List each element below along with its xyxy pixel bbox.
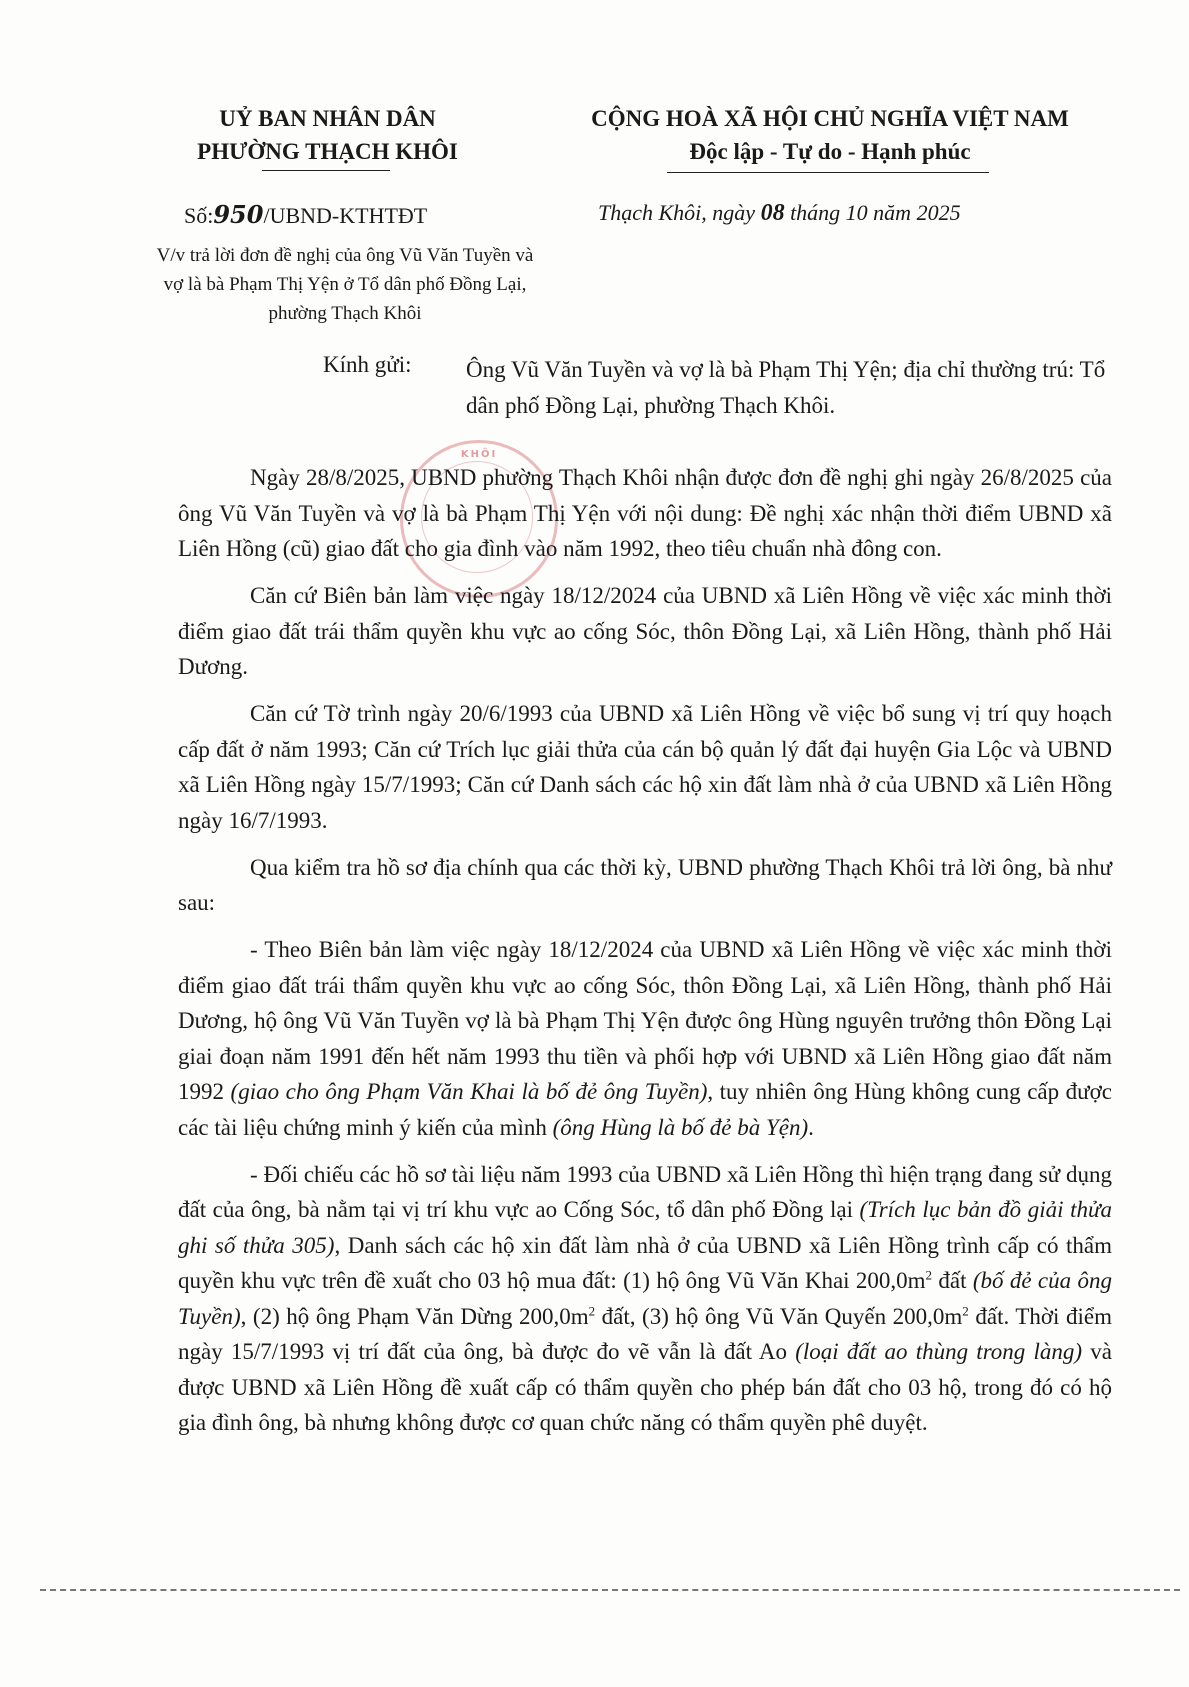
paragraph-6 bbox=[178, 1157, 1112, 1441]
paragraph-5 bbox=[178, 932, 1112, 1145]
p6-sup-3: 2 bbox=[962, 1302, 969, 1318]
issuer-line-1: UỶ BAN NHÂN DÂN bbox=[219, 106, 436, 131]
paragraph-1: Ngày 28/8/2025, UBND phường Thạch Khôi nhận được đơn đề nghị ghi ngày 26/8/2025 của ông Vũ Văn Tuyền và vợ là bà Phạm Thị Yện với nội dung: Đề nghị xác nhận thời điểm UBND xã Liên Hồng (cũ) giao đất cho gia đình vào năm 1992, theo tiêu chuẩn nhà đông con. bbox=[178, 465, 1112, 561]
recipient-text: Ông Vũ Văn Tuyền và vợ là bà Phạm Thị Yện; địa chỉ thường trú: Tổ dân phố Đồng Lại, phường Thạch Khôi. bbox=[466, 357, 1106, 418]
national-motto-block bbox=[560, 102, 1100, 168]
paragraph-4: Qua kiểm tra hồ sơ địa chính qua các thời kỳ, UBND phường Thạch Khôi trả lời ông, bà như sau: bbox=[178, 854, 1112, 915]
p6-sup-2: 2 bbox=[588, 1302, 596, 1318]
date-after-day: tháng 10 năm 2025 bbox=[784, 200, 961, 225]
p6-italic-1: (Trích lục bản đồ giải thửa ghi số thửa 305) bbox=[178, 1197, 1113, 1258]
p6-text-g: và được UBND xã Liên Hồng đề xuất cấp có thẩm quyền cho phép bán đất cho 03 hộ, trong đó có hộ gia đình ông, bà nhưng không được cơ quan chức năng có thẩm quyền phê duyệt. bbox=[178, 1339, 1112, 1435]
doc-number-suffix: /UBND-KTHTĐT bbox=[263, 203, 428, 228]
issuer-block bbox=[150, 102, 505, 168]
p6-text-d: , (2) hộ ông Phạm Văn Dừng 200,0m bbox=[240, 1303, 589, 1329]
seal-text: KHÔI bbox=[460, 449, 498, 460]
p5-text-c: . bbox=[808, 1114, 814, 1140]
p6-text-b: , Danh sách các hộ xin đất làm nhà ở của UBND xã Liên Hồng trình cấp có thẩm quyền khu vực trên đề xuất cho 03 hộ mua đất: (1) hộ ông Vũ Văn Khai 200,0m bbox=[178, 1232, 1112, 1293]
p6-italic-2: (bố đẻ của ông Tuyền) bbox=[178, 1268, 1112, 1329]
p6-text-c: đất bbox=[932, 1268, 973, 1293]
date-before-day: Thạch Khôi, ngày bbox=[598, 200, 761, 225]
p6-text-a: - Đối chiếu các hồ sơ tài liệu năm 1993 của UBND xã Liên Hồng thì hiện trạng đang sử dụng đất của ông, bà nằm tại vị trí khu vực ao Cống Sóc, tổ dân phố Đồng lại bbox=[178, 1161, 1112, 1222]
p5-text-a: - Theo Biên bản làm việc ngày 18/12/2024 của UBND xã Liên Hồng về việc xác minh thời điểm giao đất trái thẩm quyền khu vực ao cống Sóc, thôn Đồng Lại, xã Liên Hồng, thành phố Hải Dương, hộ ông Vũ Văn Tuyền vợ là bà Phạm Thị Yện được ông Hùng nguyên trưởng thôn Đồng Lại giai đoạn năm 1991 đến hết năm 1993 thu tiền và phối hợp với UBND xã Liên Hồng giao đất năm 1992 bbox=[178, 937, 1112, 1104]
scan-page-edge bbox=[40, 1589, 1180, 1591]
p6-italic-3: (loại đất ao thùng trong làng) bbox=[795, 1339, 1083, 1364]
doc-number-handwritten: 950 bbox=[213, 200, 264, 229]
subject-line: V/v trả lời đơn đề nghị của ông Vũ Văn Tuyền và vợ là bà Phạm Thị Yện ở Tổ dân phố Đồng Lại, phường Thạch Khôi bbox=[156, 245, 534, 324]
issuer-line-2: PHƯỜNG THẠCH KHÔI bbox=[197, 139, 458, 164]
recipient-label: Kính gửi: bbox=[323, 352, 412, 377]
nation-line-1: CỘNG HOÀ XÃ HỘI CHỦ NGHĨA VIỆT NAM bbox=[591, 106, 1069, 131]
p5-italic-2: (ông Hùng là bố đẻ bà Yện) bbox=[552, 1114, 809, 1140]
doc-number-prefix: Số: bbox=[184, 203, 214, 228]
paragraph-2: Căn cứ Biên bản làm việc ngày 18/12/2024 của UBND xã Liên Hồng về việc xác minh thời điểm giao đất trái thẩm quyền khu vực ao cống Sóc, thôn Đồng Lại, xã Liên Hồng, thành phố Hải Dương. bbox=[178, 583, 1112, 679]
p6-sup-1: 2 bbox=[925, 1267, 933, 1283]
paragraph-3: Căn cứ Tờ trình ngày 20/6/1993 của UBND xã Liên Hồng về việc bổ sung vị trí quy hoạch cấp đất ở năm 1993; Căn cứ Trích lục giải thửa của cán bộ quản lý đất đại huyện Gia Lộc và UBND xã Liên Hồng ngày 15/7/1993; Căn cứ Danh sách các hộ xin đất làm nhà ở của UBND xã Liên Hồng ngày 16/7/1993. bbox=[178, 701, 1112, 833]
issuer-underline bbox=[262, 170, 390, 171]
p5-text-b: , tuy nhiên ông Hùng không cung cấp được các tài liệu chứng minh ý kiến của mình bbox=[178, 1079, 1112, 1140]
p5-italic-1: (giao cho ông Phạm Văn Khai là bố đẻ ông Tuyền) bbox=[230, 1079, 708, 1104]
document-number bbox=[184, 200, 427, 229]
motto-underline bbox=[667, 172, 989, 173]
letter-body bbox=[178, 460, 1112, 1452]
nation-line-2: Độc lập - Tự do - Hạnh phúc bbox=[689, 139, 971, 164]
p6-text-e: đất, (3) hộ ông Vũ Văn Quyến 200,0m bbox=[595, 1303, 963, 1329]
document-date bbox=[598, 200, 961, 227]
date-day-handwritten: 08 bbox=[760, 200, 785, 226]
p6-text-f: đất. Thời điểm ngày 15/7/1993 vị trí đất của ông, bà được đo vẽ vẫn là đất Ao bbox=[178, 1303, 1112, 1364]
